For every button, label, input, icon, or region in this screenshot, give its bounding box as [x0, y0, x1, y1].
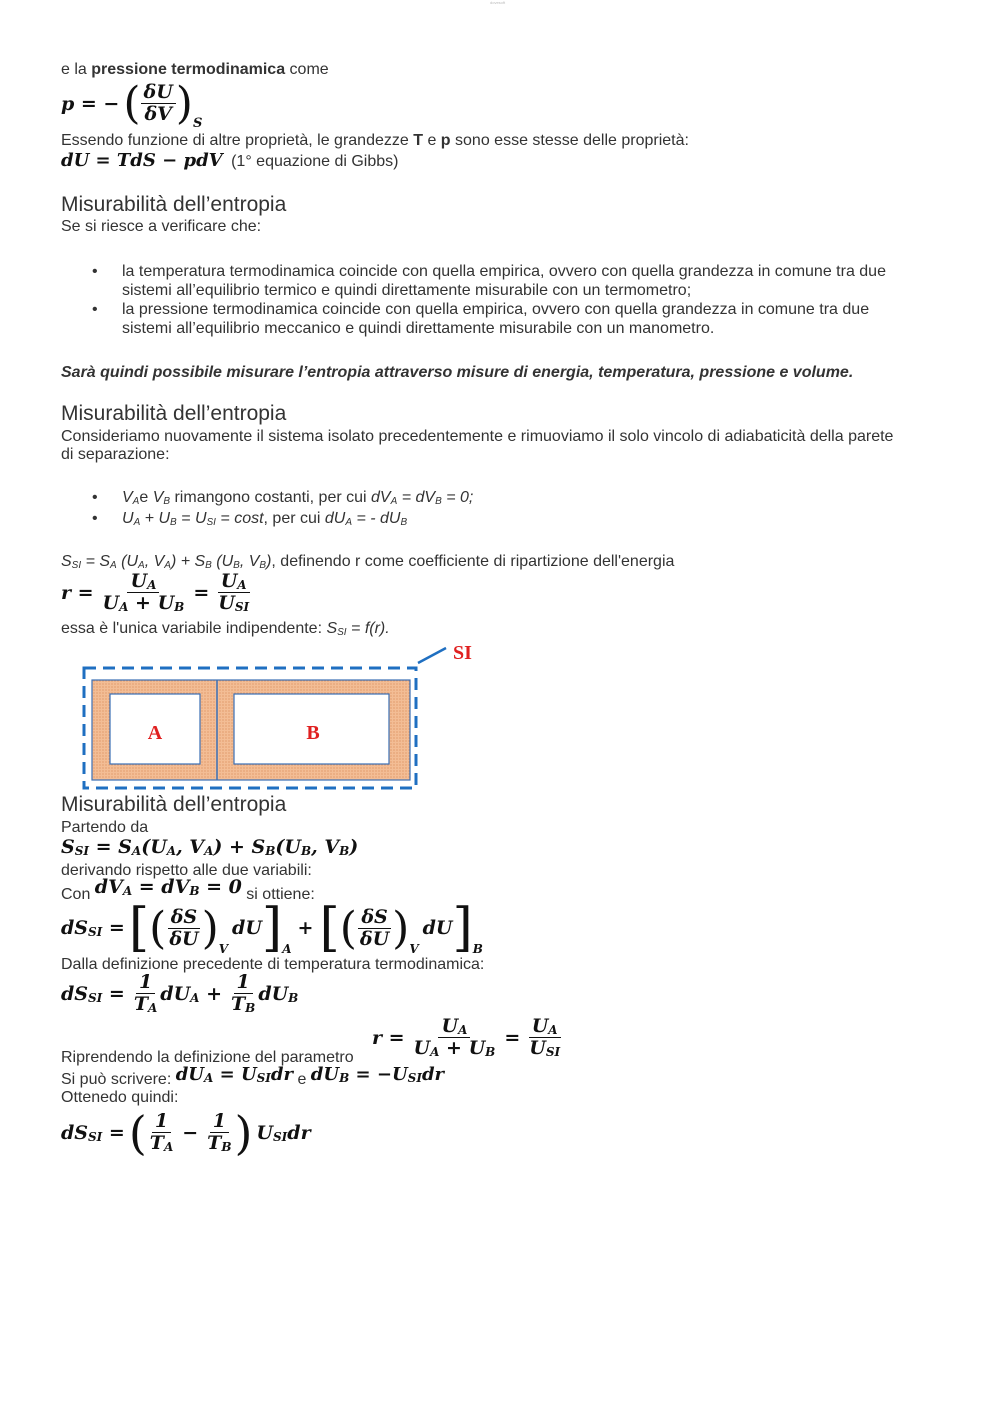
section2-bullet2: • $U_A + U_B = U_{SI} = \cos t$, per cui $dU_A$ = - $dU_B$	[92, 510, 408, 528]
r-den1sub: A	[119, 600, 129, 615]
bullet2-line1: la pressione termodinamica coincide con quella empirica, ovvero con quella grandezza in comune tra due	[122, 301, 870, 318]
r-den1: U	[102, 592, 120, 615]
props-T: T	[413, 132, 423, 149]
equation-r-repeat: r = $\frac{UA}{UA + UB}$ = $\frac{UA}{\text{USI}}$	[372, 1015, 561, 1060]
r-num2: U	[220, 570, 238, 592]
isolated-system-diagram	[60, 638, 500, 798]
si-pointer-line	[418, 648, 446, 663]
ssi-a2: , V	[144, 553, 165, 570]
ssi-a1: (U	[116, 553, 139, 570]
b1-eq2-sub: B	[435, 496, 442, 507]
b1-text: rimangono costanti, per cui	[170, 489, 372, 506]
b2-dUB: B	[400, 517, 408, 528]
ssi-A3: A	[164, 560, 171, 571]
equation-dssi-brackets: dSSI = [ ( $\frac{\delta S}{\delta U}$ ) V dU ] A + [ ( $\frac{\delta S}{\delta U}$ ) V dU ] B	[61, 898, 483, 958]
r-den2: U	[218, 592, 235, 615]
bullet2-line2: sistemi all’equilibrio meccanico e quindi direttamente misurabile con un manometro.	[122, 320, 715, 337]
intro-line	[61, 61, 329, 79]
b2-eq: = U	[176, 510, 207, 527]
ssi-text: , definendo r come coefficiente di ripartizione dell'energia	[271, 553, 675, 570]
gibbs-note: (1° equazione di Gibbs)	[231, 153, 399, 170]
watermark: dovesoft	[490, 0, 506, 5]
b1-eq2: = dV	[397, 489, 436, 506]
props-text-b: sono esse stesse delle proprietà:	[450, 132, 689, 149]
b2-Bsub: B	[170, 517, 177, 528]
indep-SI: SI	[337, 627, 347, 638]
bullet1-line1: la temperatura termodinamica coincide con quella empirica, ovvero con quella grandezza in comune tra due	[122, 263, 886, 280]
props-text-a: Essendo funzione di altre proprietà, le grandezze	[61, 132, 414, 149]
b1-eq3: = 0;	[441, 489, 474, 506]
ssi-SI: SI	[71, 560, 82, 571]
b1-VB-sub: B	[163, 496, 171, 507]
section1-intro: Se si riesce a verificare che:	[61, 218, 262, 235]
ssi-A: A	[110, 560, 117, 571]
list-item	[61, 300, 961, 338]
ssi-B2: B	[233, 560, 240, 571]
ssi-a3: ) + S	[170, 553, 206, 570]
indep-S: S	[326, 620, 338, 637]
b1-e: e	[139, 489, 153, 506]
b2-cost: = cost	[215, 510, 264, 527]
equation-r	[61, 571, 252, 614]
equation-pressure: p = − ( $\frac{\delta U}{\delta V}$ ) S	[61, 78, 203, 131]
ssi-b2: , V	[239, 553, 260, 570]
b2-dUA: A	[345, 517, 353, 528]
derivando-line: derivando rispetto alle due variabili:	[61, 862, 312, 879]
b1-eq-sub: A	[390, 496, 398, 507]
r-lhs: r =	[61, 581, 94, 604]
b1-VA-sub: A	[132, 496, 140, 507]
b1-eq: dV	[371, 489, 391, 506]
ssi-S: S	[61, 553, 72, 570]
r-num1: U	[130, 570, 148, 592]
intro-suffix: come	[285, 61, 329, 78]
b2-dU: dU	[324, 510, 346, 527]
section1-title: Misurabilità dell’entropia	[61, 193, 287, 216]
props-p: p	[440, 132, 451, 149]
e-text: e	[293, 1071, 311, 1088]
ssi-b1: (U	[211, 553, 234, 570]
a-label: A	[147, 722, 163, 744]
section2-p2: di separazione:	[61, 446, 170, 463]
con-text: Con	[61, 886, 95, 903]
indep-text: essa è l'unica variabile indipendente:	[61, 620, 327, 637]
gibbs-equation	[61, 150, 398, 171]
b1-VA: V	[122, 489, 133, 506]
intro-prefix: e la	[61, 61, 92, 78]
props-mid: e	[423, 132, 441, 149]
si-label: SI	[453, 642, 472, 664]
section1-conclusion: Sarà quindi possibile misurare l’entropia attraverso misure di energia, temperatura, pressione e volume.	[61, 364, 854, 381]
r-den1bsub: B	[174, 600, 185, 615]
section3-title: Misurabilità dell’entropia	[61, 793, 287, 816]
gibbs-formula: dU = TdS − pdV	[61, 150, 223, 171]
b2-text: , per cui	[263, 510, 325, 527]
si-puo-text: Si può scrivere:	[61, 1071, 176, 1088]
list-item	[61, 262, 961, 300]
ssi-eq: = S	[81, 553, 111, 570]
b2-rest: = - dU	[352, 510, 401, 527]
equation-dssi-final: dSSI = ( $\frac{1}{TA}$ − $\frac{1}{TB}$ ) USIdr	[61, 1106, 311, 1160]
eq-p-den: δV	[144, 103, 172, 125]
r-den1b: + U	[128, 592, 175, 615]
eq-p-sub: S	[192, 116, 203, 131]
ssi-B: B	[205, 560, 212, 571]
properties-line	[61, 132, 689, 150]
b2-plus: + U	[140, 510, 171, 527]
r-num1sub: A	[147, 578, 157, 592]
r-num2sub: A	[237, 578, 247, 592]
partendo-da: Partendo da	[61, 819, 149, 836]
section2-title: Misurabilità dell’entropia	[61, 402, 287, 425]
ssi-A2: A	[138, 560, 145, 571]
eq-p-num: δU	[141, 82, 176, 104]
con-line: Con dVA = dVB = 0 si ottiene:	[61, 876, 315, 903]
ottenedo-line: Ottenedo quindi:	[61, 1089, 179, 1106]
ssi-b3: )	[266, 553, 272, 570]
section2-bullet1: • $V_Ae$ $V_B$ rimangono costanti, per cui $dV_A = dV_B = 0$;	[92, 489, 474, 507]
r-eq: =	[193, 581, 210, 604]
b1-VB: V	[152, 489, 164, 506]
equation-ssi-sum: SSI = SA(UA, VA) + SB(UB, VB)	[61, 836, 359, 858]
eq-p-lhs: p = −	[61, 92, 120, 115]
indep-rest: = f(r).	[346, 620, 390, 637]
ssi-B3: B	[259, 560, 267, 571]
equation-dssi-temperatures: dSSI = $\frac{1}{TA}$ dUA + $\frac{1}{TB}$ dUB	[61, 971, 299, 1015]
section1-bullets	[61, 262, 961, 338]
section2-p1: Consideriamo nuovamente il sistema isolato precedentemente e rimuoviamo il solo vincolo di adiabaticità della parete	[61, 428, 894, 445]
intro-bold: pressione termodinamica	[91, 61, 286, 78]
b2-U: U	[122, 510, 134, 527]
b2-Asub: A	[133, 517, 141, 528]
b-label: B	[306, 722, 320, 744]
si-puo-line: Si può scrivere: dUA = USIdr e dUB = −USIdr	[61, 1064, 445, 1088]
si-ottiene: si ottiene:	[241, 886, 315, 903]
dalla-line: Dalla definizione precedente di temperatura termodinamica:	[61, 956, 485, 973]
b2-SIsub: SI	[206, 517, 216, 528]
bullet1-line2: sistemi all’equilibrio termico e quindi direttamente misurabile con un termometro;	[122, 282, 692, 299]
riprendendo-line: Riprendendo la definizione del parametro	[61, 1049, 354, 1066]
r-den2sub: SI	[234, 600, 250, 615]
